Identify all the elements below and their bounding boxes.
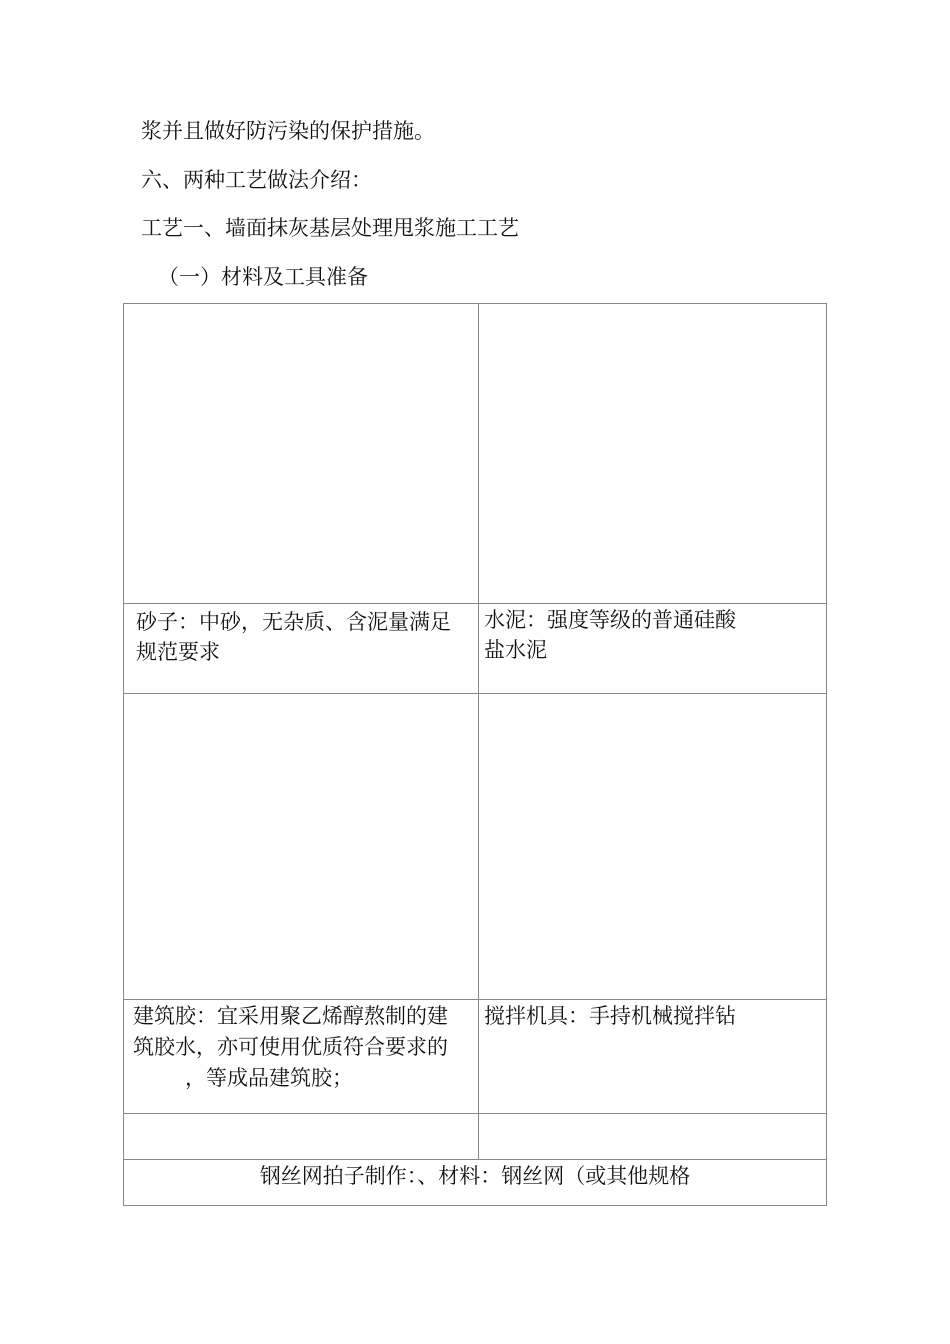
cement-caption-line-1: 水泥：强度等级的普通硅酸 — [484, 608, 736, 632]
cement-image-cell — [478, 303, 827, 604]
paragraph-protection: 浆并且做好防污染的保护措施。 — [141, 119, 435, 143]
glue-caption-cell — [123, 999, 479, 1114]
sand-caption-line-2: 规范要求 — [136, 640, 220, 664]
mixer-caption: 搅拌机具：手持机械搅拌钻 — [484, 1004, 736, 1028]
mixer-image-cell — [478, 693, 827, 1000]
glue-caption-line-1: 建筑胶：宜采用聚乙烯醇熬制的建 — [133, 1004, 448, 1028]
empty-cell-right — [478, 1113, 827, 1160]
cement-caption-cell — [478, 603, 827, 694]
mesh-trowel-cell — [123, 1159, 827, 1206]
glue-image-cell — [123, 693, 479, 1000]
empty-cell-left — [123, 1113, 479, 1160]
mesh-trowel-caption: 钢丝网拍子制作：、材料：钢丝网（或其他规格 — [259, 1164, 691, 1188]
subsection-materials-tools: （一）材料及工具准备 — [158, 265, 368, 289]
cement-caption-line-2: 盐水泥 — [484, 638, 547, 662]
section-heading-two-methods: 六、两种工艺做法介绍： — [141, 168, 372, 192]
glue-caption-line-3: ，等成品建筑胶； — [185, 1066, 353, 1090]
sand-caption-line-1: 砂子：中砂，无杂质、含泥量满足 — [136, 610, 451, 634]
sand-image-cell — [123, 303, 479, 604]
glue-caption-line-2: 筑胶水，亦可使用优质符合要求的 — [133, 1035, 448, 1059]
mixer-caption-cell — [478, 999, 827, 1114]
method-one-title: 工艺一、墙面抹灰基层处理甩浆施工工艺 — [141, 216, 519, 240]
sand-caption-cell — [123, 603, 479, 694]
